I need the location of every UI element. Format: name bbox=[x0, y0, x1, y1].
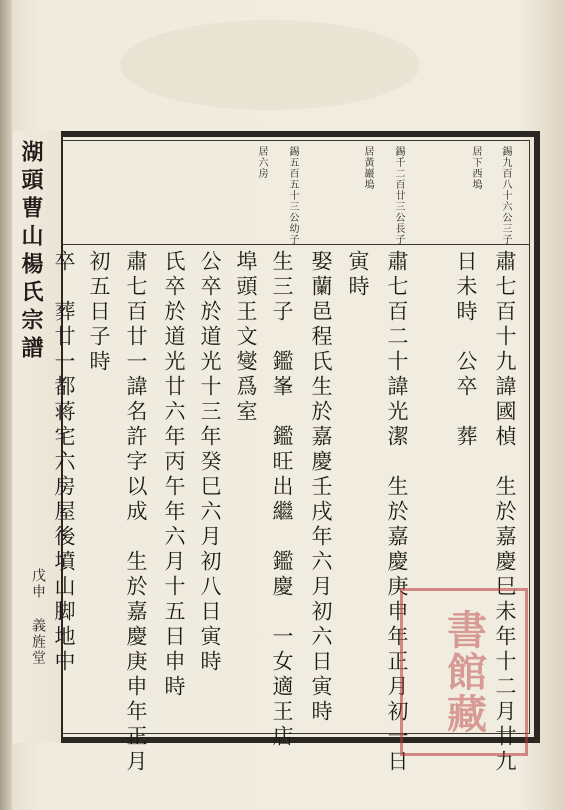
text-column-7: 埠頭王文燮爲室 bbox=[234, 250, 258, 425]
text-column-1: 肅七百十九諱國楨 生於嘉慶巳未年十二月廿九 bbox=[493, 250, 517, 775]
top-note-2: 居下西塢 bbox=[470, 146, 481, 190]
book-title: 湖頭曹山楊氏宗譜 bbox=[18, 140, 44, 364]
top-note-5: 錫五百五十三公幼子 bbox=[287, 146, 298, 245]
text-column-8: 公卒於道光十三年癸巳六月初八日寅時 bbox=[198, 250, 222, 675]
text-column-3: 肅七百二十諱光潔 生於嘉慶庚申年正月初一日 bbox=[385, 250, 409, 775]
text-column-4: 寅時 bbox=[346, 250, 370, 300]
top-note-4: 居黃巖塢 bbox=[362, 146, 373, 190]
text-column-6: 生三子 鑑峯 鑑旺出繼 鑑慶 一女適王店 bbox=[270, 250, 294, 750]
text-column-9: 氏卒於道光廿六年丙午年六月十五日申時 bbox=[162, 250, 186, 700]
top-note-1: 錫九百八十六公三子 bbox=[500, 146, 511, 245]
library-seal-text: 書館藏 bbox=[440, 609, 488, 735]
book-spine bbox=[0, 0, 12, 810]
paper-stain bbox=[120, 20, 420, 110]
top-note-6: 居六房 bbox=[256, 146, 267, 179]
text-column-2: 日未時 公卒 葬 bbox=[454, 250, 478, 450]
text-column-11: 初五日子時 bbox=[87, 250, 111, 375]
text-column-12: 卒 葬廿一都蒋宅六房屋後墳山脚地中 bbox=[52, 250, 76, 675]
top-note-3: 錫千二百廿三公長子 bbox=[393, 146, 404, 245]
text-column-5: 娶蘭邑程氏生於嘉慶壬戌年六月初六日寅時 bbox=[309, 250, 333, 725]
folio-label: 戊申 義旌堂 bbox=[30, 568, 46, 666]
top-register-line bbox=[20, 244, 530, 245]
text-column-10: 肅七百廿一諱名許字以成 生於嘉慶庚申年正月 bbox=[124, 250, 148, 775]
